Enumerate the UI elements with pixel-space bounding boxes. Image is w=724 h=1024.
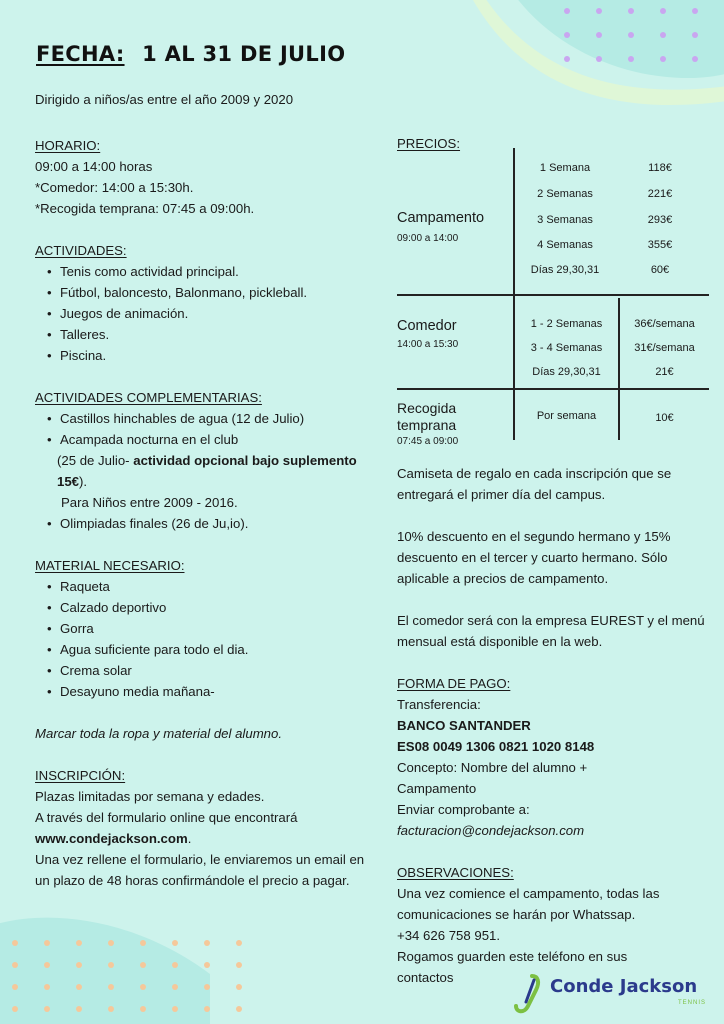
price-period: 4 Semanas [537, 239, 593, 251]
price-value: 31€/semana [634, 342, 695, 354]
list-item: • Gorra [35, 618, 365, 639]
website-end: . [187, 831, 192, 846]
list-item: • Crema solar [35, 660, 365, 681]
brand-logo [512, 972, 712, 1018]
website-link[interactable]: www.condejackson.com [35, 831, 188, 846]
price-period: 3 - 4 Semanas [530, 342, 603, 354]
precios-heading: PRECIOS: [397, 136, 461, 151]
list-item: • Talleres. [35, 324, 365, 345]
acampada-note: Para Niños entre 2009 - 2016. [61, 495, 238, 510]
table-divider [397, 294, 709, 296]
inscripcion-heading: INSCRIPCIÓN: [35, 768, 126, 783]
price-value: 118€ [648, 162, 672, 174]
camiseta-note: Camiseta de regalo en cada inscripción que se entregará el primer día del campus. [397, 466, 672, 502]
pago-heading: FORMA DE PAGO: [397, 676, 511, 691]
price-period: 1 - 2 Semanas [530, 318, 603, 330]
acampada-optional: actividad opcional bajo suplemento 15€ [57, 453, 357, 489]
list-item: • Desayuno media mañana- [35, 681, 365, 702]
bank-name: BANCO SANTANDER [397, 718, 531, 733]
list-item: • Raqueta [35, 576, 365, 597]
page-title [36, 42, 345, 66]
list-item: • Castillos hinchables de agua (12 de Julio) [35, 408, 365, 429]
material-heading: MATERIAL NECESARIO: [35, 558, 185, 573]
list-item: • Fútbol, baloncesto, Balonmano, pickleball. [35, 282, 365, 303]
acampada-detail [35, 450, 365, 492]
pago-line: Transferencia: [397, 697, 481, 712]
comedor-label: Comedor [397, 318, 457, 334]
horario-line: 09:00 a 14:00 horas [35, 159, 153, 174]
title-label: FECHA: [36, 42, 125, 66]
brand-name: Conde Jackson [550, 976, 698, 997]
recogida-label: Recogida temprana [397, 400, 457, 433]
list-item: • Calzado deportivo [35, 597, 365, 618]
inscripcion-web-line [35, 828, 365, 849]
list-item: • Tenis como actividad principal. [35, 261, 365, 282]
price-value: 355€ [647, 239, 673, 251]
pago-line: Enviar comprobante a: [397, 802, 530, 817]
price-value: 60€ [650, 264, 670, 276]
inscripcion-line: Una vez rellene el formulario, le enviaremos un email en un plazo de 48 horas confirmándole el precio a pagar. [35, 852, 365, 888]
inscripcion-line: Plazas limitadas por semana y edades. [35, 789, 265, 804]
actividades-list [35, 261, 365, 366]
horario-line: *Comedor: 14:00 a 15:30h. [35, 180, 194, 195]
price-period: 2 Semanas [537, 188, 593, 200]
material-note: Marcar toda la ropa y material del alumno. [35, 726, 283, 741]
horario-heading: HORARIO: [35, 138, 101, 153]
acampada-date: (25 de Julio- [57, 453, 130, 468]
price-period: 3 Semanas [537, 214, 593, 226]
observaciones-line: Rogamos guarden este teléfono en sus contactos [397, 949, 628, 985]
observaciones-heading: OBSERVACIONES: [397, 865, 514, 880]
complementarias-heading: ACTIVIDADES COMPLEMENTARIAS: [35, 390, 262, 405]
observaciones-line: Una vez comience el campamento, todas las comunicaciones se harán por Whatssap. [397, 886, 660, 922]
iban: ES08 0049 1306 0821 1020 8148 [397, 739, 595, 754]
phone-number: +34 626 758 951. [397, 928, 501, 943]
comedor-hours: 14:00 a 15:30 [397, 339, 459, 350]
list-item: • Olimpiadas finales (26 de Ju,io). [35, 513, 365, 534]
complementarias-list [35, 408, 365, 450]
price-value: 36€/semana [634, 318, 695, 330]
price-period: Días 29,30,31 [530, 264, 600, 276]
horario-line: *Recogida temprana: 07:45 a 09:00h. [35, 201, 255, 216]
brand-sub: TENNIS [678, 1000, 707, 1006]
acampada-end: ). [79, 474, 88, 489]
table-divider [397, 388, 709, 390]
dot-grid-top [558, 4, 718, 84]
recogida-hours: 07:45 a 09:00 [397, 436, 459, 447]
price-value: 221€ [647, 188, 673, 200]
list-item: • Acampada nocturna en el club [35, 429, 365, 450]
price-table [397, 148, 709, 447]
intro-text: Dirigido a niños/as entre el año 2009 y 2020 [35, 92, 294, 107]
price-period: Por semana [536, 410, 597, 422]
dot-grid-bottom [8, 938, 248, 1024]
email-link[interactable]: facturacion@condejackson.com [397, 823, 585, 838]
comedor-note: El comedor será con la empresa EUREST y el menú mensual está disponible en la web. [397, 613, 705, 649]
list-item: • Piscina. [35, 345, 365, 366]
title-dates: 1 AL 31 DE JULIO [142, 42, 346, 66]
price-value: 10€ [655, 412, 674, 424]
price-value: 293€ [647, 214, 673, 226]
campamento-label: Campamento [397, 210, 485, 226]
actividades-heading: ACTIVIDADES: [35, 243, 127, 258]
inscripcion-line: A través del formulario online que encontrará [35, 810, 298, 825]
material-list [35, 576, 365, 702]
price-period: 1 Semana [539, 162, 591, 174]
list-item: • Agua suficiente para todo el dia. [35, 639, 365, 660]
price-period: Días 29,30,31 [532, 366, 601, 378]
campamento-hours: 09:00 a 14:00 [397, 233, 459, 244]
complementarias-list-end [35, 513, 365, 534]
list-item: • Juegos de animación. [35, 303, 365, 324]
racket-logo-icon [512, 972, 548, 1018]
price-value: 21€ [655, 366, 674, 378]
pago-line: Concepto: Nombre del alumno + Campamento [397, 760, 588, 796]
descuento-note: 10% descuento en el segundo hermano y 15% descuento en el tercer y cuarto hermano. Sólo aplicable a precios de campamento. [397, 529, 671, 586]
right-column-notes [397, 463, 715, 988]
left-column [35, 89, 365, 891]
